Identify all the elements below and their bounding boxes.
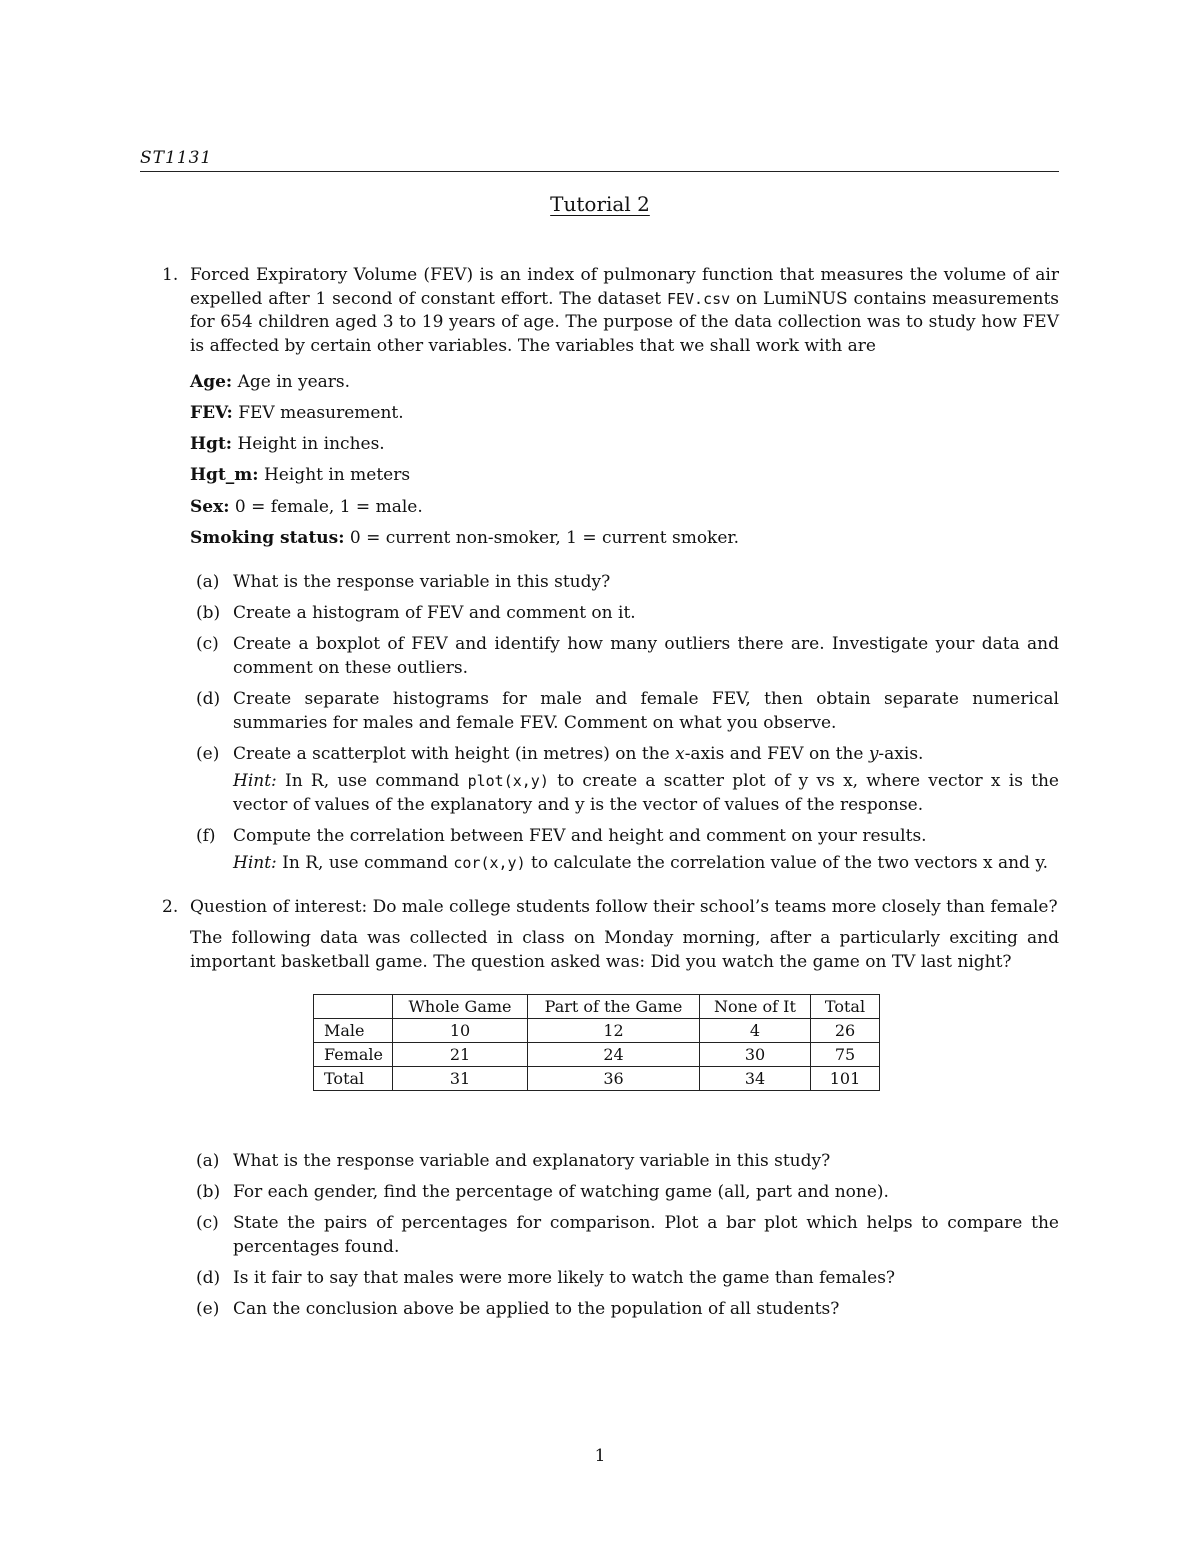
q2-part-c [196,1212,1059,1259]
y-symbol: y [868,744,879,764]
question-2 [162,896,1059,920]
part-text-2: -axis and FEV on the [684,744,869,764]
part-text: What is the response variable in this study? [233,572,611,592]
variable-desc: FEV measurement. [238,403,404,423]
table-row [314,1019,880,1043]
part-text-1: Create a scatterplot with height (in metres) on the [233,744,676,764]
part-label: (b) [196,1182,221,1202]
hint-label: Hint: [233,771,277,791]
part-label: (e) [196,744,220,764]
hint-text-2: to create a scatter plot of y vs x, where vector x is the vector of values of the explanatory and y is the vector of values of the response. [233,771,1059,815]
part-text: Is it fair to say that males were more likely to watch the game than females? [233,1268,896,1288]
hint-text-2: to calculate the correlation value of the two vectors x and y. [525,853,1049,873]
question-2-context [190,927,1059,974]
part-text-3: -axis. [878,744,924,764]
part-text: What is the response variable and explanatory variable in this study? [233,1151,831,1171]
table-header-cell: Part of the Game [528,995,700,1019]
table-header-cell: Total [811,995,880,1019]
variable-name: Hgt_m: [190,465,259,485]
part-text: For each gender, find the percentage of watching game (all, part and none). [233,1182,889,1202]
course-code: ST1131 [140,148,213,168]
header-rule [140,171,1059,172]
q2-part-a [196,1150,1059,1174]
part-text: Can the conclusion above be applied to the population of all students? [233,1299,840,1319]
part-label: (a) [196,572,220,592]
variable-desc: Height in inches. [237,434,385,454]
table-row-header: Male [314,1019,393,1043]
table-header-cell: None of It [700,995,811,1019]
part-text: Create separate histograms for male and female FEV, then obtain separate numerical summaries for males and female FEV. Comment on what you observe. [233,689,1059,733]
part-label: (d) [196,1268,221,1288]
page-title [0,192,1200,216]
variable-name: FEV: [190,403,233,423]
table-cell: 24 [528,1043,700,1067]
part-text: Create a histogram of FEV and comment on it. [233,603,636,623]
q1-intro-part2: on LumiNUS contains measurements for 654 children aged 3 to 19 years of age. The purpose of the data collection was to study how FEV is affected by certain other variables. The variables that we shall work with are [190,288,1060,356]
table-cell: 12 [528,1019,700,1043]
variable-desc: Age in years. [237,372,351,392]
table-cell: 34 [700,1067,811,1091]
q1-part-f-hint [233,852,1059,876]
table-cell: 21 [393,1043,528,1067]
part-text: State the pairs of percentages for comparison. Plot a bar plot which helps to compare the percentages found. [233,1213,1059,1257]
variable-name: Hgt: [190,434,233,454]
hint-text-1: In R, use command [276,771,468,791]
variable-desc: 0 = female, 1 = male. [234,497,423,517]
question-2-context-text: The following data was collected in class on Monday morning, after a particularly exciting and important basketball game. The question asked was: Did you watch the game on TV last night? [190,928,1059,972]
variable-item [190,528,739,548]
table-row [314,1067,880,1091]
data-table [313,994,880,1091]
q2-part-b [196,1181,1059,1205]
part-label: (d) [196,689,221,709]
variable-name: Age: [190,372,233,392]
table-cell: 101 [811,1067,880,1091]
q1-part-a [196,571,1059,595]
question-1-number: 1. [162,265,179,285]
hint-code: cor(x,y) [453,854,526,872]
part-label: (f) [196,826,216,846]
table-cell: 75 [811,1043,880,1067]
variable-item [190,497,423,517]
q2-part-d [196,1267,1059,1291]
part-label: (c) [196,1213,219,1233]
variable-item [190,403,404,423]
table-cell: 36 [528,1067,700,1091]
variable-name: Smoking status: [190,528,345,548]
table-cell: 30 [700,1043,811,1067]
variable-item [190,465,410,485]
table-header-cell: Whole Game [393,995,528,1019]
part-label: (c) [196,634,219,654]
table-row-header: Total [314,1067,393,1091]
q2-part-e [196,1298,1059,1322]
table-row [314,1043,880,1067]
part-label: (a) [196,1151,220,1171]
hint-code: plot(x,y) [467,772,549,790]
part-label: (b) [196,603,221,623]
q1-part-b [196,602,1059,626]
table-header-row [314,995,880,1019]
question-1 [162,264,1060,358]
question-2-number: 2. [162,897,179,917]
q1-part-e-hint [233,770,1059,817]
q1-part-e [196,743,1059,767]
part-text: Create a boxplot of FEV and identify how many outliers there are. Investigate your data and comment on these outliers. [233,634,1059,678]
page-number: 1 [594,1446,606,1466]
table-cell: 4 [700,1019,811,1043]
table-row-header: Female [314,1043,393,1067]
q1-dataset-name: FEV.csv [666,289,731,308]
variable-desc: 0 = current non-smoker, 1 = current smoker. [349,528,740,548]
question-2-text: Question of interest: Do male college students follow their school’s teams more closely than female? [190,897,1058,917]
q1-part-f [196,825,1059,849]
part-text: Compute the correlation between FEV and height and comment on your results. [233,826,927,846]
variable-item [190,434,385,454]
q1-part-d [196,688,1059,735]
variable-desc: Height in meters [263,465,411,485]
x-symbol: x [675,744,685,764]
question-1-intro [190,264,1059,358]
hint-label: Hint: [233,853,277,873]
hint-text-1: In R, use command [276,853,454,873]
table-header-cell [314,995,393,1019]
table-cell: 31 [393,1067,528,1091]
table-cell: 26 [811,1019,880,1043]
part-label: (e) [196,1299,220,1319]
q1-intro-part1: Forced Expiratory Volume (FEV) is an index of pulmonary function that measures the volume of air expelled after 1 second of constant effort. The dataset [190,265,1059,309]
page-title-text: Tutorial 2 [550,192,650,216]
variable-name: Sex: [190,497,230,517]
q1-part-c [196,633,1059,680]
table-cell: 10 [393,1019,528,1043]
variable-item [190,372,350,392]
